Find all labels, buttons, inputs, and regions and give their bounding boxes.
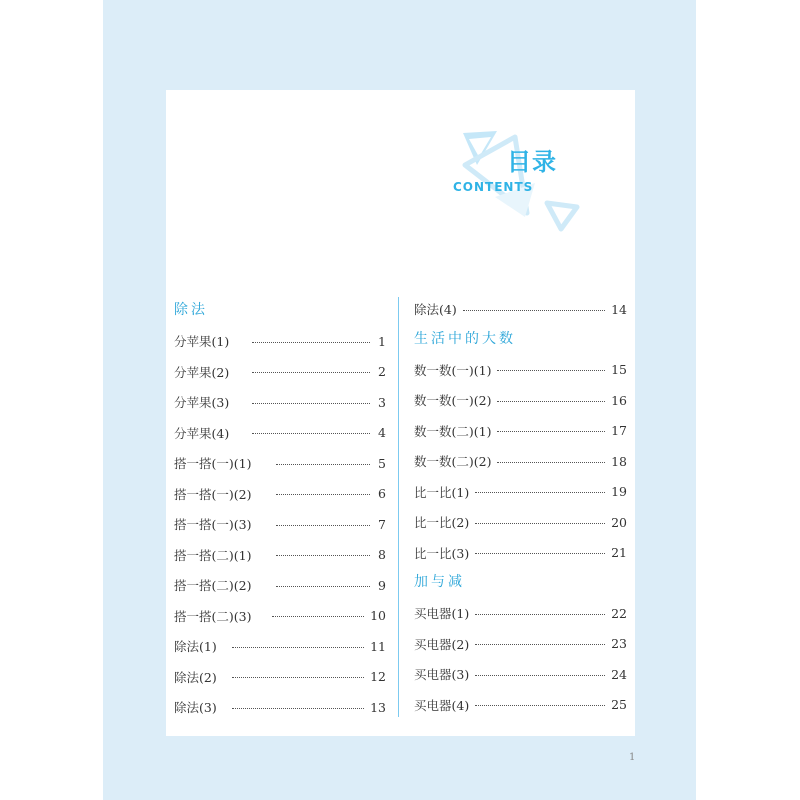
dot-leader <box>475 644 605 645</box>
toc-entry-page: 25 <box>611 697 627 713</box>
toc-entry[interactable] <box>174 448 386 479</box>
dot-leader <box>475 523 605 524</box>
toc-entry-page: 5 <box>378 455 386 471</box>
toc-entry-page: 22 <box>611 605 627 621</box>
section-title-division: 除法 <box>174 302 208 318</box>
toc-entry-label: 搭一搭(一)(2) <box>174 486 252 502</box>
toc-entry-page: 9 <box>378 577 386 593</box>
toc-entry-page: 24 <box>611 666 627 682</box>
dot-leader <box>475 492 605 493</box>
toc-entry[interactable] <box>414 446 627 477</box>
dot-leader <box>497 431 605 432</box>
toc-entry[interactable] <box>174 692 386 723</box>
toc-entry-label: 买电器(4) <box>414 697 470 713</box>
toc-entry-page: 6 <box>378 486 386 502</box>
toc-entry-page: 16 <box>611 392 627 408</box>
toc-entry[interactable] <box>414 598 627 629</box>
toc-entry-page: 23 <box>611 636 627 652</box>
toc-entry[interactable] <box>414 507 627 538</box>
toc-entry-page: 20 <box>611 514 627 530</box>
dot-leader <box>276 555 370 556</box>
toc-entry-label: 数一数(一)(2) <box>414 393 492 409</box>
toc-entry[interactable] <box>174 387 386 418</box>
dot-leader <box>475 614 605 615</box>
toc-entry-label: 买电器(3) <box>414 667 470 683</box>
toc-entry[interactable] <box>174 540 386 571</box>
dot-leader <box>497 462 605 463</box>
toc-entry-page: 2 <box>378 364 386 380</box>
toc-entry-page: 14 <box>611 301 627 317</box>
toc-entry[interactable] <box>414 629 627 660</box>
toc-entry-page: 7 <box>378 516 386 532</box>
dot-leader <box>276 494 370 495</box>
toc-entry[interactable] <box>174 418 386 449</box>
toc-entry[interactable] <box>414 538 627 569</box>
toc-entry-label: 比一比(3) <box>414 545 470 561</box>
page-subtitle: CONTENTS <box>453 180 534 194</box>
toc-entry[interactable] <box>414 477 627 508</box>
toc-entry-label: 买电器(1) <box>414 606 470 622</box>
dot-leader <box>276 464 370 465</box>
toc-entry-page: 17 <box>611 423 627 439</box>
toc-entry[interactable] <box>414 416 627 447</box>
toc-entry-page: 21 <box>611 545 627 561</box>
dot-leader <box>276 525 370 526</box>
toc-entry[interactable] <box>414 690 627 721</box>
toc-entry[interactable] <box>174 509 386 540</box>
toc-entry[interactable] <box>174 357 386 388</box>
dot-leader <box>463 310 605 311</box>
dot-leader <box>497 401 605 402</box>
dot-leader <box>276 586 370 587</box>
toc-entry[interactable] <box>174 601 386 632</box>
dot-leader <box>252 403 370 404</box>
toc-entry-label: 除法(4) <box>414 302 457 318</box>
toc-entry-page: 11 <box>370 638 386 654</box>
toc-entry-label: 分苹果(4) <box>174 425 230 441</box>
toc-entry-page: 3 <box>378 394 386 410</box>
page-number: 1 <box>629 752 636 763</box>
toc-entry-page: 12 <box>370 669 386 685</box>
toc-entry[interactable] <box>414 355 627 386</box>
toc-left-column <box>174 296 386 723</box>
toc-entry-label: 分苹果(3) <box>174 395 230 411</box>
toc-entry-label: 比一比(1) <box>414 484 470 500</box>
page-title: 目录 <box>507 148 557 176</box>
toc-entry[interactable] <box>174 570 386 601</box>
toc-entry[interactable] <box>174 662 386 693</box>
dot-leader <box>252 433 370 434</box>
toc-entry-label: 搭一搭(一)(1) <box>174 456 252 472</box>
toc-entry[interactable] <box>414 385 627 416</box>
toc-entry-label: 数一数(二)(1) <box>414 423 492 439</box>
toc-entry-label: 买电器(2) <box>414 636 470 652</box>
section-title-add-subtract: 加与减 <box>414 574 465 590</box>
toc-entry[interactable] <box>174 479 386 510</box>
dot-leader <box>475 675 605 676</box>
toc-entry-label: 除法(2) <box>174 669 217 685</box>
toc-entry-label: 分苹果(2) <box>174 364 230 380</box>
toc-entry-page: 18 <box>611 453 627 469</box>
toc-entry-label: 搭一搭(二)(2) <box>174 578 252 594</box>
toc-entry-label: 比一比(2) <box>414 515 470 531</box>
toc-entry[interactable] <box>174 631 386 662</box>
dot-leader <box>232 708 364 709</box>
toc-entry-label: 除法(1) <box>174 639 217 655</box>
dot-leader <box>475 705 605 706</box>
dot-leader <box>252 372 370 373</box>
dot-leader <box>252 342 370 343</box>
toc-entry-label: 搭一搭(一)(3) <box>174 517 252 533</box>
toc-entry-page: 19 <box>611 484 627 500</box>
dot-leader <box>232 647 364 648</box>
toc-entry-label: 数一数(二)(2) <box>414 454 492 470</box>
toc-entry[interactable] <box>414 659 627 690</box>
section-title-big-numbers: 生活中的大数 <box>414 330 516 347</box>
column-divider <box>398 297 399 717</box>
toc-entry-label: 除法(3) <box>174 700 217 716</box>
dot-leader <box>475 553 605 554</box>
toc-entry[interactable] <box>174 326 386 357</box>
toc-right-column <box>414 294 627 720</box>
dot-leader <box>232 677 364 678</box>
toc-entry-page: 10 <box>370 608 386 624</box>
toc-entry-label: 分苹果(1) <box>174 334 230 350</box>
toc-entry-page: 8 <box>378 547 386 563</box>
toc-entry-page: 13 <box>370 699 386 715</box>
toc-entry-page: 1 <box>378 333 386 349</box>
toc-entry[interactable] <box>414 294 627 325</box>
toc-entry-label: 搭一搭(二)(1) <box>174 547 252 563</box>
toc-entry-page: 15 <box>611 362 627 378</box>
dot-leader <box>497 370 605 371</box>
toc-entry-label: 搭一搭(二)(3) <box>174 608 252 624</box>
toc-entry-page: 4 <box>378 425 386 441</box>
dot-leader <box>272 616 364 617</box>
toc-entry-label: 数一数(一)(1) <box>414 362 492 378</box>
